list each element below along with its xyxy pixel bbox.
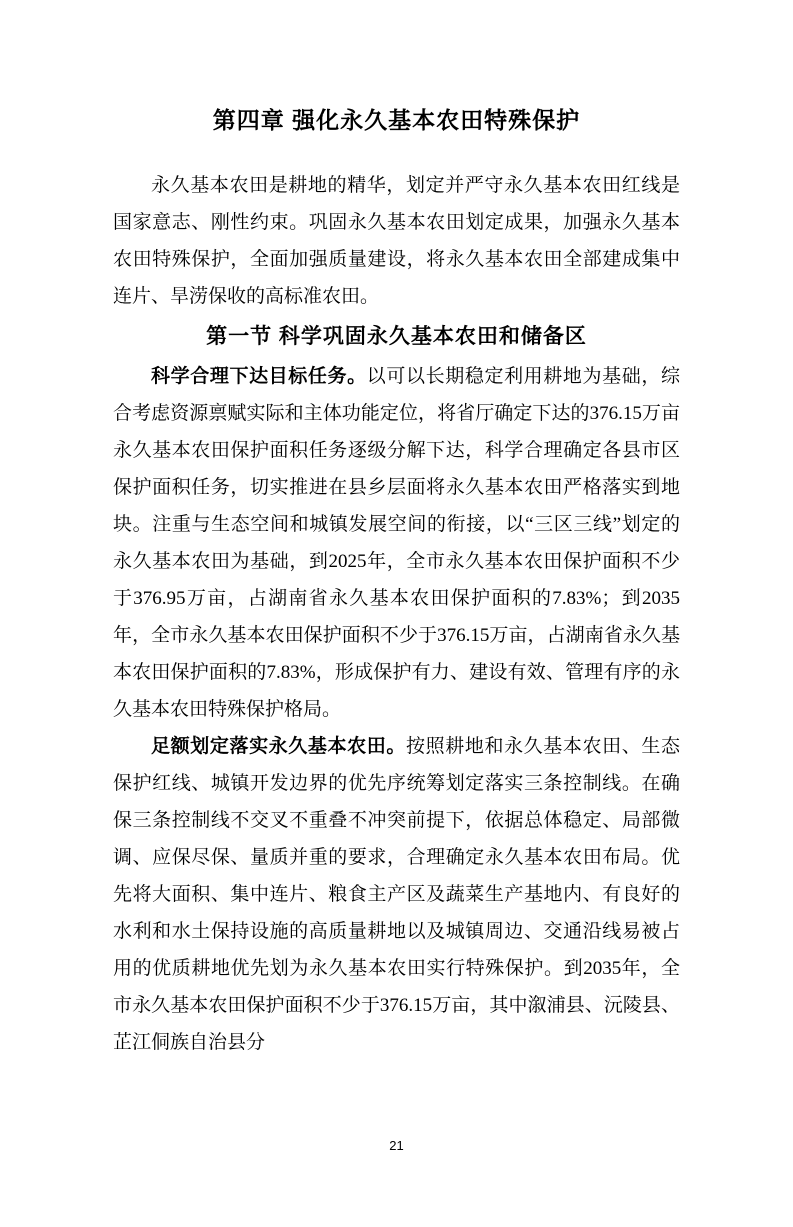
paragraph-full-designation-lead: 足额划定落实永久基本农田。 xyxy=(151,736,406,757)
page-number: 21 xyxy=(389,1138,404,1153)
paragraph-target-tasks-body: 以可以长期稳定利用耕地为基础，综合考虑资源禀赋实际和主体功能定位，将省厅确定下达的376.15万亩永久基本农田保护面积任务逐级分解下达，科学合理确定各县市区保护面积任务，切实推进在县乡层面将永久基本农田严格落实到地块。注重与生态空间和城镇发展空间的衔接，以“三区三线”划定的永久基本农田为基础，到2025年，全市永久基本农田保护面积不少于376.95万亩，占湖南省永久基本农田保护面积的7.83%；到2035年，全市永久基本农田保护面积不少于376.15万亩，占湖南省永久基本农田保护面积的7.83%，形成保护有力、建设有效、管理有序的永久基本农田特殊保护格局。 xyxy=(113,366,680,720)
section-title: 第一节 科学巩固永久基本农田和储备区 xyxy=(206,325,587,348)
paragraph-full-designation-body: 按照耕地和永久基本农田、生态保护红线、城镇开发边界的优先序统筹划定落实三条控制线。在确保三条控制线不交叉不重叠不冲突前提下，依据总体稳定、局部微调、应保尽保、量质并重的要求，合理确定永久基本农田布局。优先将大面积、集中连片、粮食主产区及蔬菜生产基地内、有良好的水利和水土保持设施的高质量耕地以及城镇周边、交通沿线易被占用的优质耕地优先划为永久基本农田实行特殊保护。到2035年，全市永久基本农田保护面积不少于376.15万亩，其中溆浦县、沅陵县、芷江侗族自治县分 xyxy=(113,736,680,1053)
intro-paragraph: 永久基本农田是耕地的精华，划定并严守永久基本农田红线是国家意志、刚性约束。巩固永久基本农田划定成果，加强永久基本农田特殊保护，全面加强质量建设，将永久基本农田全部建成集中连片、旱涝保收的高标准农田。 xyxy=(113,175,680,307)
paragraph-target-tasks xyxy=(113,358,680,728)
paragraph-full-designation xyxy=(113,728,680,1061)
paragraph-target-tasks-lead: 科学合理下达目标任务。 xyxy=(151,366,367,387)
chapter-title: 第四章 强化永久基本农田特殊保护 xyxy=(212,107,581,133)
document-page xyxy=(0,105,793,1227)
